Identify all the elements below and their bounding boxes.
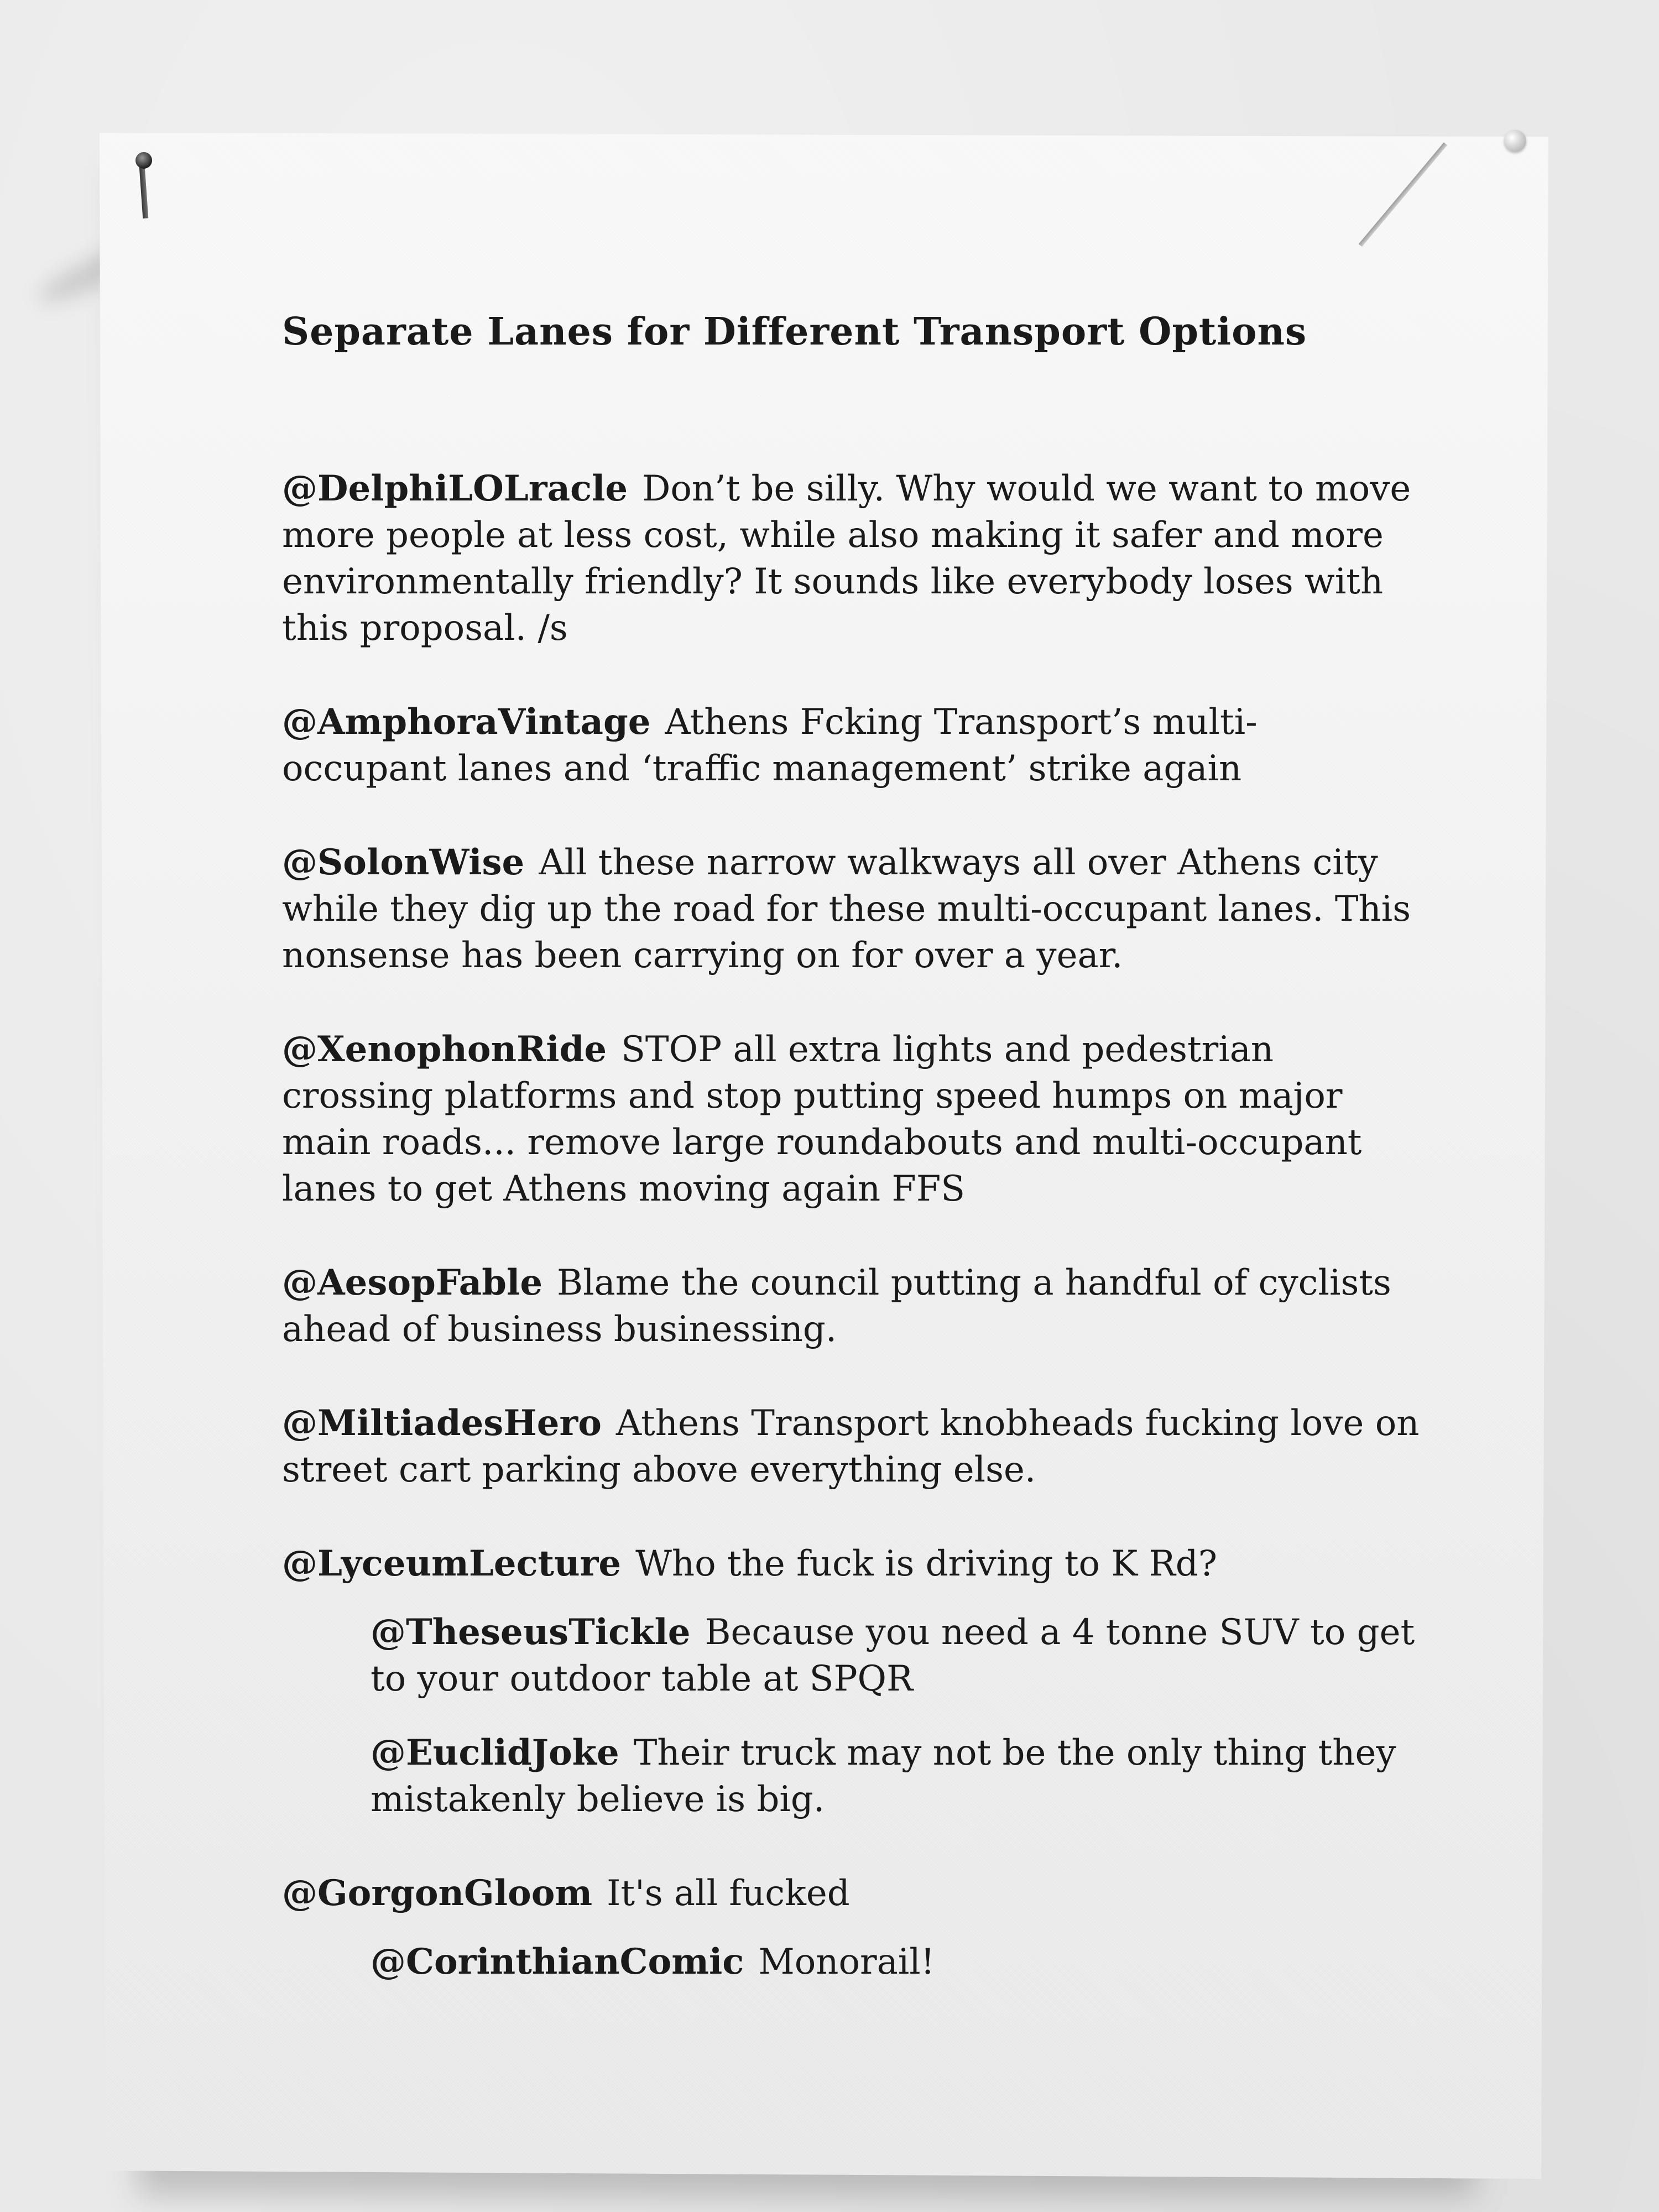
printed-text [282,310,1421,2013]
post-text: STOP all extra lights and pedestrian crossing platforms and stop putting speed humps on major main roads... remove large roundabouts and multi-occupant lanes to get Athens moving again FFS [282,1029,1362,1209]
post-handle: @GorgonGloom [282,1872,593,1914]
post-text: Don’t be silly. Why would we want to move more people at less cost, while also making it safer and more environmentally friendly? It sounds like everybody loses with this proposal. /s [282,468,1411,649]
post-text: Athens Fcking Transport’s multi-occupant lanes and ‘traffic management’ strike again [282,701,1258,789]
post-xenophonride [282,1026,1421,1212]
post-gorgongloom [282,1870,1421,1917]
post-handle: @TheseusTickle [371,1611,691,1653]
post-handle: @SolonWise [282,841,525,883]
post-amphoravintage [282,699,1421,792]
post-text: Their truck may not be the only thing they mistakenly believe is big. [371,1732,1396,1820]
post-delphilolracle [282,466,1421,651]
post-text: It's all fucked [607,1872,850,1914]
post-lyceumlecture [282,1541,1421,1587]
reply-theseustickle [371,1609,1421,1702]
post-handle: @MiltiadesHero [282,1402,602,1444]
reply-euclidjoke [371,1730,1421,1823]
post-text: Because you need a 4 tonne SUV to get to your outdoor table at SPQR [371,1611,1415,1699]
post-miltiadeshero [282,1400,1421,1493]
post-handle: @DelphiLOLracle [282,467,628,509]
reply-corinthiancomic [371,1939,1421,1985]
post-handle: @LyceumLecture [282,1542,622,1584]
post-handle: @AesopFable [282,1261,543,1303]
post-text: All these narrow walkways all over Athens city while they dig up the road for these multi-occupant lanes. This nonsense has been carrying on for over a year. [282,842,1411,976]
post-handle: @XenophonRide [282,1028,607,1070]
post-solonwise [282,839,1421,979]
post-aesopfable [282,1260,1421,1353]
post-text: Monorail! [758,1941,935,1983]
pin-left-icon [135,152,152,169]
post-text: Who the fuck is driving to K Rd? [635,1543,1218,1584]
post-handle: @CorinthianComic [371,1940,744,1983]
page-title: Separate Lanes for Different Transport Options [282,310,1307,354]
post-handle: @EuclidJoke [371,1731,619,1773]
post-text: Blame the council putting a handful of cyclists ahead of business businessing. [282,1262,1391,1350]
post-text: Athens Transport knobheads fucking love on street cart parking above everything else. [282,1402,1420,1490]
pin-right-icon [1504,130,1526,152]
post-handle: @AmphoraVintage [282,701,651,743]
